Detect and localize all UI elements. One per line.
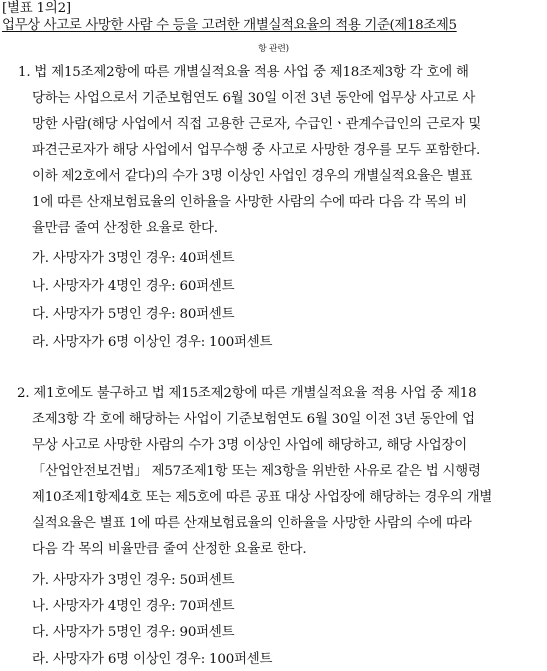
- section1-item: 라. 사망자가 6명 이상인 경우: 100퍼센트: [32, 335, 273, 350]
- document-title: 업무상 사고로 사망한 사람 수 등을 고려한 개별실적요율의 적용 기준(제18조제5: [2, 18, 457, 33]
- section2-item: 라. 사망자가 6명 이상인 경우: 100퍼센트: [32, 652, 273, 667]
- section2-line: 다음 각 목의 비율만큼 줄여 산정한 요율로 한다.: [32, 542, 307, 557]
- section2-line: 무상 사고로 사망한 사람의 수가 3명 이상인 사업에 해당하고, 해당 사업장이: [32, 438, 467, 453]
- section2-item: 다. 사망자가 5명인 경우: 90퍼센트: [32, 625, 235, 640]
- section1-line: 율만큼 줄여 산정한 요율로 한다.: [32, 221, 218, 236]
- section1-line: 당하는 사업으로서 기준보험연도 6월 30일 이전 3년 동안에 업무상 사고로 사: [32, 91, 476, 106]
- section1-line: 이하 제2호에서 같다)의 수가 3명 이상인 사업인 경우의 개별실적요율은 별표: [32, 169, 473, 184]
- section1-item: 다. 사망자가 5명인 경우: 80퍼센트: [32, 307, 235, 322]
- section1-item: 가. 사망자가 3명인 경우: 40퍼센트: [32, 251, 235, 266]
- section2-line: 실적요율은 별표 1에 따른 산재보험료율의 인하율을 사망한 사람의 수에 따라: [32, 516, 472, 531]
- section2-item: 나. 사망자가 4명인 경우: 70퍼센트: [32, 599, 235, 614]
- section1-line: 망한 사람(해당 사업에서 직접 고용한 근로자, 수급인ㆍ관계수급인의 근로자 및: [32, 117, 482, 132]
- section2-line: 2. 제1호에도 불구하고 법 제15조제2항에 따른 개별실적요율 적용 사업 중 제18: [17, 386, 477, 401]
- section1-line: 파견근로자가 해당 사업에서 업무수행 중 사고로 사망한 경우를 모두 포함한다.: [32, 143, 481, 158]
- section1-line: 1에 따른 산재보험료율의 인하율을 사망한 사람의 수에 따라 다음 각 목의 비: [32, 195, 467, 210]
- section1-item: 나. 사망자가 4명인 경우: 60퍼센트: [32, 279, 235, 294]
- section2-item: 가. 사망자가 3명인 경우: 50퍼센트: [32, 573, 235, 588]
- section2-line: 「산업안전보건법」 제57조제1항 또는 제3항을 위반한 사유로 같은 법 시행령: [32, 464, 481, 479]
- document-title-continuation: 항 관련): [258, 44, 289, 54]
- section2-line: 조제3항 각 호에 해당하는 사업이 기준보험연도 6월 30일 이전 3년 동안에 업: [32, 412, 475, 427]
- section2-line: 제10조제1항제4호 또는 제5호에 따른 공표 대상 사업장에 해당하는 경우의 개별: [32, 490, 493, 505]
- section1-line: 1. 법 제15조제2항에 따른 개별실적요율 적용 사업 중 제18조제3항 각 호에 해: [18, 65, 469, 80]
- annex-label: [별표 1의2]: [2, 1, 71, 16]
